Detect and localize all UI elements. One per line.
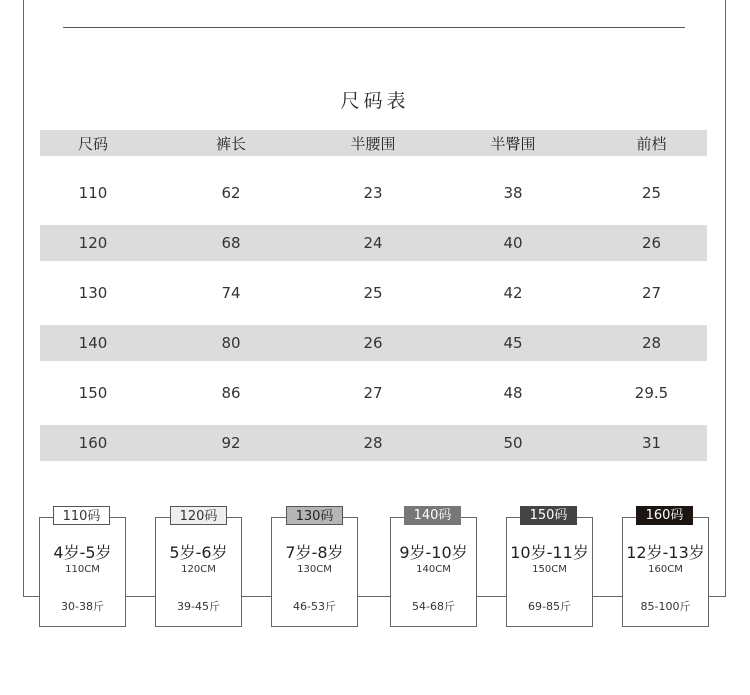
column-header-half-hip: 半臀围 bbox=[490, 134, 536, 153]
column-header-half-waist: 半腰围 bbox=[350, 134, 396, 153]
table-cell: 74 bbox=[221, 284, 241, 302]
size-card-150 bbox=[506, 517, 593, 627]
table-cell: 80 bbox=[221, 334, 241, 352]
table-cell: 27 bbox=[641, 284, 662, 302]
table-cell: 68 bbox=[221, 234, 241, 252]
table-cell: 110 bbox=[78, 184, 108, 202]
table-row bbox=[40, 425, 707, 461]
table-row bbox=[40, 375, 707, 411]
age-range: 4岁-5岁 bbox=[53, 543, 112, 562]
table-cell: 31 bbox=[641, 434, 662, 452]
column-header-pants-length: 裤长 bbox=[215, 134, 246, 153]
age-range: 7岁-8岁 bbox=[285, 543, 344, 562]
height-cm: 160CM bbox=[648, 564, 683, 575]
table-cell: 62 bbox=[221, 184, 241, 202]
weight-range: 30-38斤 bbox=[61, 600, 104, 613]
size-badge: 130码 bbox=[286, 506, 343, 525]
size-card-160 bbox=[622, 517, 709, 627]
weight-range: 69-85斤 bbox=[528, 600, 571, 613]
size-card-120 bbox=[155, 517, 242, 627]
table-cell: 45 bbox=[503, 334, 523, 352]
weight-range: 54-68斤 bbox=[412, 600, 455, 613]
table-cell: 120 bbox=[78, 234, 108, 252]
table-cell: 42 bbox=[503, 284, 523, 302]
table-cell: 160 bbox=[78, 434, 108, 452]
top-divider bbox=[63, 27, 685, 28]
age-range: 12岁-13岁 bbox=[626, 543, 705, 562]
table-cell: 38 bbox=[503, 184, 523, 202]
frame-bottom-line bbox=[23, 596, 726, 597]
age-range: 10岁-11岁 bbox=[510, 543, 589, 562]
size-card-140 bbox=[390, 517, 477, 627]
page-title: 尺码表 bbox=[340, 90, 410, 112]
size-badge: 110码 bbox=[53, 506, 110, 525]
table-row bbox=[40, 275, 707, 311]
table-cell: 50 bbox=[503, 434, 523, 452]
table-cell: 48 bbox=[503, 384, 523, 402]
table-cell: 24 bbox=[363, 234, 383, 252]
table-header-row bbox=[40, 130, 707, 156]
size-badge: 120码 bbox=[170, 506, 227, 525]
weight-range: 39-45斤 bbox=[177, 600, 220, 613]
table-cell: 150 bbox=[78, 384, 108, 402]
table-cell: 25 bbox=[641, 184, 662, 202]
table-cell: 25 bbox=[363, 284, 383, 302]
age-range: 9岁-10岁 bbox=[399, 543, 468, 562]
table-cell: 86 bbox=[221, 384, 241, 402]
size-card-110 bbox=[39, 517, 126, 627]
table-cell: 27 bbox=[363, 384, 383, 402]
height-cm: 130CM bbox=[297, 564, 332, 575]
table-row bbox=[40, 175, 707, 211]
table-cell: 26 bbox=[363, 334, 383, 352]
table-cell: 130 bbox=[78, 284, 108, 302]
size-badge: 150码 bbox=[520, 506, 577, 525]
table-cell: 28 bbox=[641, 334, 662, 352]
size-badge: 160码 bbox=[636, 506, 693, 525]
table-cell: 26 bbox=[641, 234, 662, 252]
size-card-130 bbox=[271, 517, 358, 627]
table-row bbox=[40, 325, 707, 361]
height-cm: 120CM bbox=[181, 564, 216, 575]
height-cm: 140CM bbox=[416, 564, 451, 575]
age-range: 5岁-6岁 bbox=[169, 543, 228, 562]
size-badge: 140码 bbox=[404, 506, 461, 525]
table-row bbox=[40, 225, 707, 261]
table-cell: 29.5 bbox=[634, 384, 669, 402]
column-header-size: 尺码 bbox=[77, 134, 108, 153]
table-cell: 140 bbox=[78, 334, 108, 352]
column-header-front-rise: 前档 bbox=[636, 134, 667, 153]
table-cell: 23 bbox=[363, 184, 383, 202]
height-cm: 150CM bbox=[532, 564, 567, 575]
weight-range: 85-100斤 bbox=[640, 600, 691, 613]
table-cell: 92 bbox=[221, 434, 241, 452]
height-cm: 110CM bbox=[65, 564, 100, 575]
weight-range: 46-53斤 bbox=[293, 600, 336, 613]
table-cell: 28 bbox=[363, 434, 383, 452]
table-cell: 40 bbox=[503, 234, 523, 252]
